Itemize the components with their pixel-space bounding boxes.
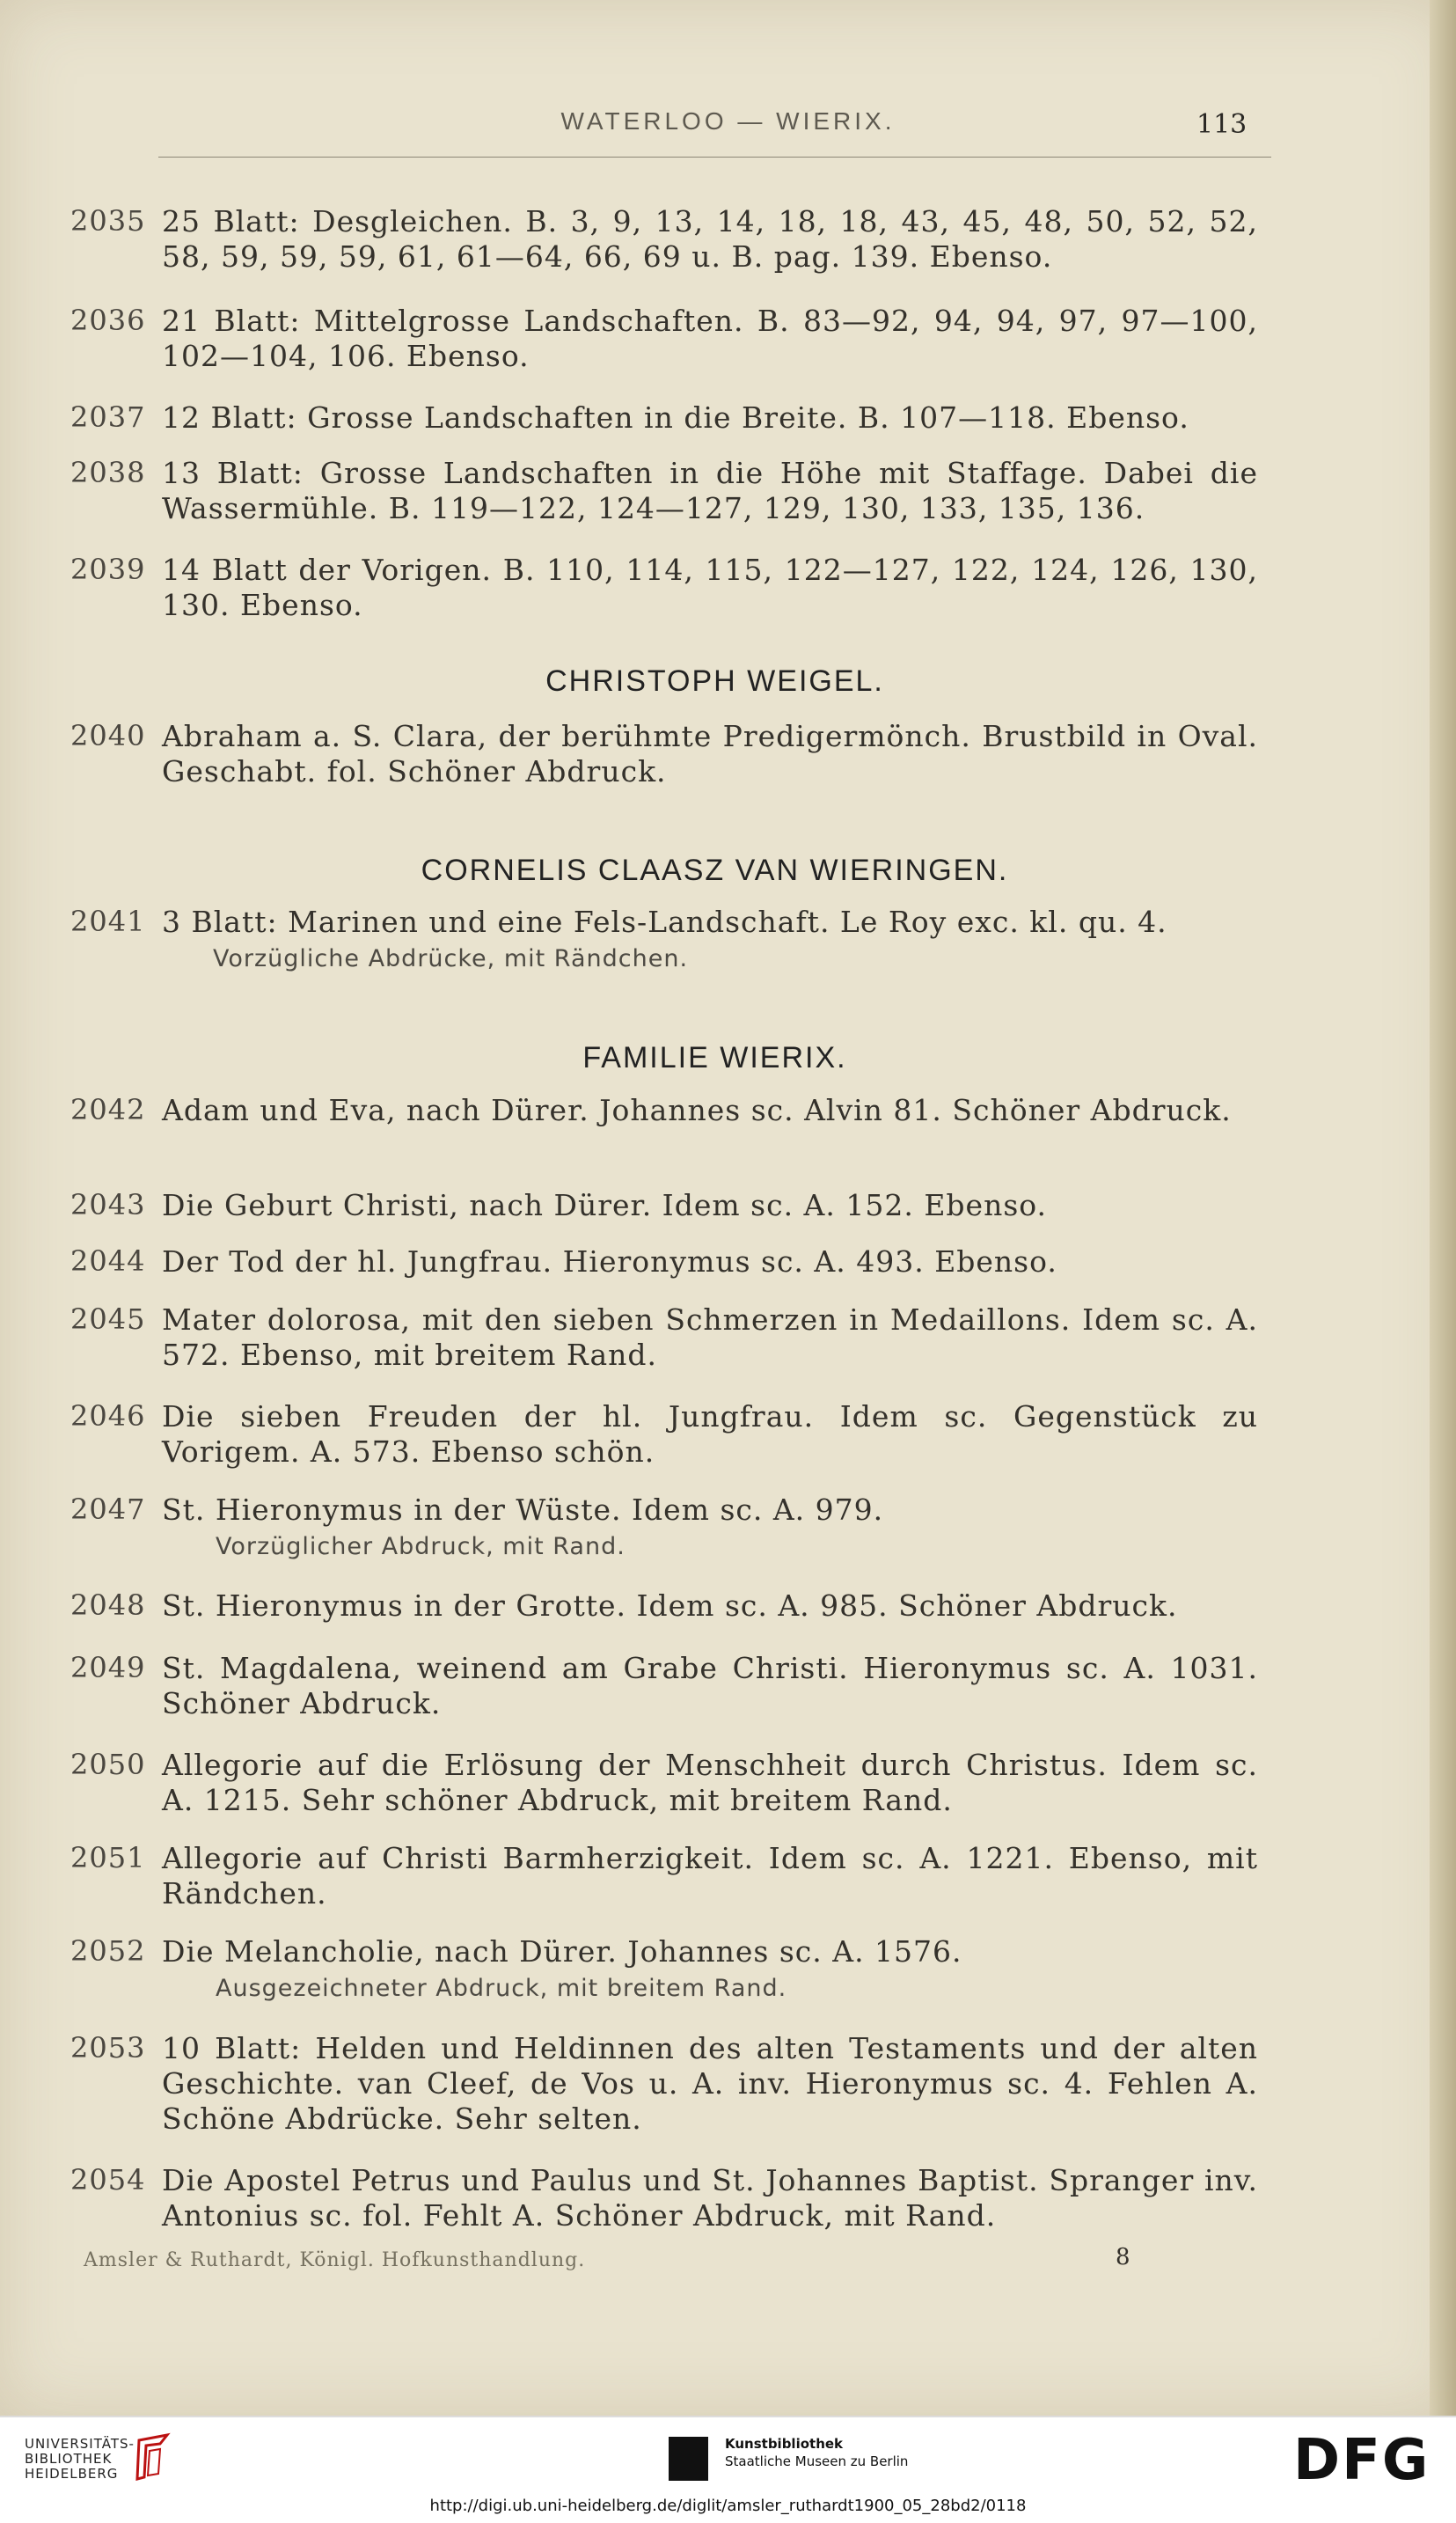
entry-text: 21 Blatt: Mittelgrosse Landschaften. B. 83—92, 94, 94, 97, 97—100, 102—104, 106. Ebenso.: [162, 304, 1258, 373]
digitization-footer-bar: [0, 2416, 1456, 2523]
catalog-entry: [70, 204, 1258, 275]
entry-text: Die Apostel Petrus und Paulus und St. Johannes Baptist. Spranger inv. Antonius sc. fol. Fehlt A. Schöner Abdruck, mit Rand.: [162, 2163, 1258, 2233]
entry-text: Mater dolorosa, mit den sieben Schmerzen in Medaillons. Idem sc. A. 572. Ebenso, mit breitem Rand.: [162, 1302, 1258, 1372]
kunstbibliothek-credit: [725, 2435, 908, 2470]
catalog-entry: [70, 1399, 1258, 1470]
entry-text: Allegorie auf die Erlösung der Menschheit durch Christus. Idem sc. A. 1215. Sehr schöner Abdruck, mit breitem Rand.: [162, 1748, 1258, 1817]
catalog-entry: [70, 1302, 1258, 1373]
entry-number: 2036: [70, 304, 146, 337]
entry-text: Allegorie auf Christi Barmherzigkeit. Idem sc. A. 1221. Ebenso, mit Rändchen.: [162, 1841, 1258, 1911]
entry-number: 2046: [70, 1399, 146, 1433]
entry-text: 13 Blatt: Grosse Landschaften in die Höhe mit Staffage. Dabei die Wassermühle. B. 119—122, 124—127, 129, 130, 133, 135, 136.: [162, 456, 1258, 525]
entry-number: 2052: [70, 1934, 146, 1968]
page-spine: [1430, 0, 1456, 2416]
catalog-entry: [70, 400, 1258, 436]
entry-text: St. Hieronymus in der Grotte. Idem sc. A. 985. Schöner Abdruck.: [162, 1588, 1178, 1623]
entry-number: 2051: [70, 1841, 146, 1874]
entry-number: 2043: [70, 1188, 146, 1221]
entry-text: 3 Blatt: Marinen und eine Fels-Landschaft. Le Roy exc. kl. qu. 4.: [162, 905, 1167, 939]
section-heading: CHRISTOPH WEIGEL.: [545, 664, 884, 698]
kunstbibliothek-logo-icon: [669, 2437, 708, 2481]
institution-line: UNIVERSITÄTS-: [25, 2436, 135, 2452]
entry-number: 2053: [70, 2031, 146, 2065]
catalog-entry: [70, 1841, 1258, 1911]
running-head: WATERLOO — WIERIX.: [560, 107, 896, 135]
catalog-entry: [70, 1093, 1258, 1128]
catalog-entry: [70, 719, 1258, 789]
entry-number: 2040: [70, 719, 146, 752]
entry-number: 2044: [70, 1244, 146, 1278]
catalog-entry: [70, 1934, 1258, 2002]
entry-text: Die sieben Freuden der hl. Jungfrau. Idem sc. Gegenstück zu Vorigem. A. 573. Ebenso schön.: [162, 1399, 1258, 1469]
entry-text: Die Geburt Christi, nach Dürer. Idem sc. A. 152. Ebenso.: [162, 1188, 1048, 1222]
entry-number: 2047: [70, 1493, 146, 1526]
entry-number: 2035: [70, 204, 146, 238]
entry-text: Adam und Eva, nach Dürer. Johannes sc. Alvin 81. Schöner Abdruck.: [162, 1093, 1232, 1127]
catalog-entry: [70, 1244, 1258, 1280]
publisher-imprint: Amsler & Ruthardt, Königl. Hofkunsthandlung.: [84, 2249, 586, 2271]
catalog-entry: [70, 553, 1258, 623]
section-heading: FAMILIE WIERIX.: [582, 1041, 847, 1074]
entry-number: 2041: [70, 905, 146, 938]
catalog-entry: [70, 304, 1258, 374]
entry-text: 10 Blatt: Helden und Heldinnen des alten Testaments und der alten Geschichte. van Cleef, de Vos u. A. inv. Hieronymus sc. 4. Fehlen A. Schöne Abdrücke. Sehr selten.: [162, 2031, 1258, 2136]
catalog-entry: [70, 1188, 1258, 1223]
entry-text: 14 Blatt der Vorigen. B. 110, 114, 115, 122—127, 122, 124, 126, 130, 130. Ebenso.: [162, 553, 1258, 622]
entry-number: 2048: [70, 1588, 146, 1622]
entry-text: St. Magdalena, weinend am Grabe Christi. Hieronymus sc. A. 1031. Schöner Abdruck.: [162, 1651, 1258, 1720]
entry-text: 25 Blatt: Desgleichen. B. 3, 9, 13, 14, 18, 18, 43, 45, 48, 50, 52, 52, 58, 59, 59, 59, 61, 61—64, 66, 69 u. B. pag. 139. Ebenso.: [162, 204, 1258, 274]
section-heading: CORNELIS CLAASZ VAN WIERINGEN.: [421, 854, 1009, 887]
entry-text: Der Tod der hl. Jungfrau. Hieronymus sc. A. 493. Ebenso.: [162, 1244, 1057, 1279]
catalog-entry: [70, 1588, 1258, 1624]
kunstbibliothek-title: Kunstbibliothek: [725, 2436, 844, 2452]
permalink-url[interactable]: http://digi.ub.uni-heidelberg.de/diglit/amsler_ruthardt1900_05_28bd2/0118: [429, 2497, 1027, 2515]
catalog-entry: [70, 1651, 1258, 1721]
catalog-entry: [70, 1748, 1258, 1818]
kunstbibliothek-subtitle: Staatliche Museen zu Berlin: [725, 2453, 909, 2469]
catalog-entry: [70, 2163, 1258, 2233]
dfg-logo: DFG: [1293, 2428, 1430, 2493]
entry-note: Vorzügliche Abdrücke, mit Rändchen.: [213, 945, 689, 972]
institution-line: HEIDELBERG: [25, 2466, 119, 2482]
institution-line: BIBLIOTHEK: [25, 2451, 113, 2467]
catalog-entry: [70, 905, 1258, 972]
signature-mark: 8: [1116, 2244, 1130, 2270]
entry-number: 2054: [70, 2163, 146, 2197]
institution-name: [25, 2437, 135, 2482]
catalog-entry: [70, 2031, 1258, 2137]
entry-number: 2039: [70, 553, 146, 586]
entry-text: 12 Blatt: Grosse Landschaften in die Breite. B. 107—118. Ebenso.: [162, 400, 1189, 435]
header-rule: [158, 157, 1271, 158]
entry-text: St. Hieronymus in der Wüste. Idem sc. A. 979.: [162, 1493, 884, 1527]
university-logo-icon: [134, 2431, 172, 2483]
entry-note: Ausgezeichneter Abdruck, mit breitem Rand.: [216, 1975, 787, 2002]
entry-number: 2038: [70, 456, 146, 489]
entry-text: Die Melancholie, nach Dürer. Johannes sc. A. 1576.: [162, 1934, 962, 1969]
entry-number: 2050: [70, 1748, 146, 1781]
catalog-entry: [70, 1493, 1258, 1560]
entry-number: 2037: [70, 400, 146, 434]
catalog-entry: [70, 456, 1258, 526]
entry-number: 2049: [70, 1651, 146, 1684]
entry-note: Vorzüglicher Abdruck, mit Rand.: [216, 1533, 626, 1560]
entry-number: 2042: [70, 1093, 146, 1126]
entry-number: 2045: [70, 1302, 146, 1336]
entry-text: Abraham a. S. Clara, der berühmte Predigermönch. Brustbild in Oval. Geschabt. fol. Schöner Abdruck.: [162, 719, 1258, 788]
page-number: 113: [1196, 109, 1247, 140]
